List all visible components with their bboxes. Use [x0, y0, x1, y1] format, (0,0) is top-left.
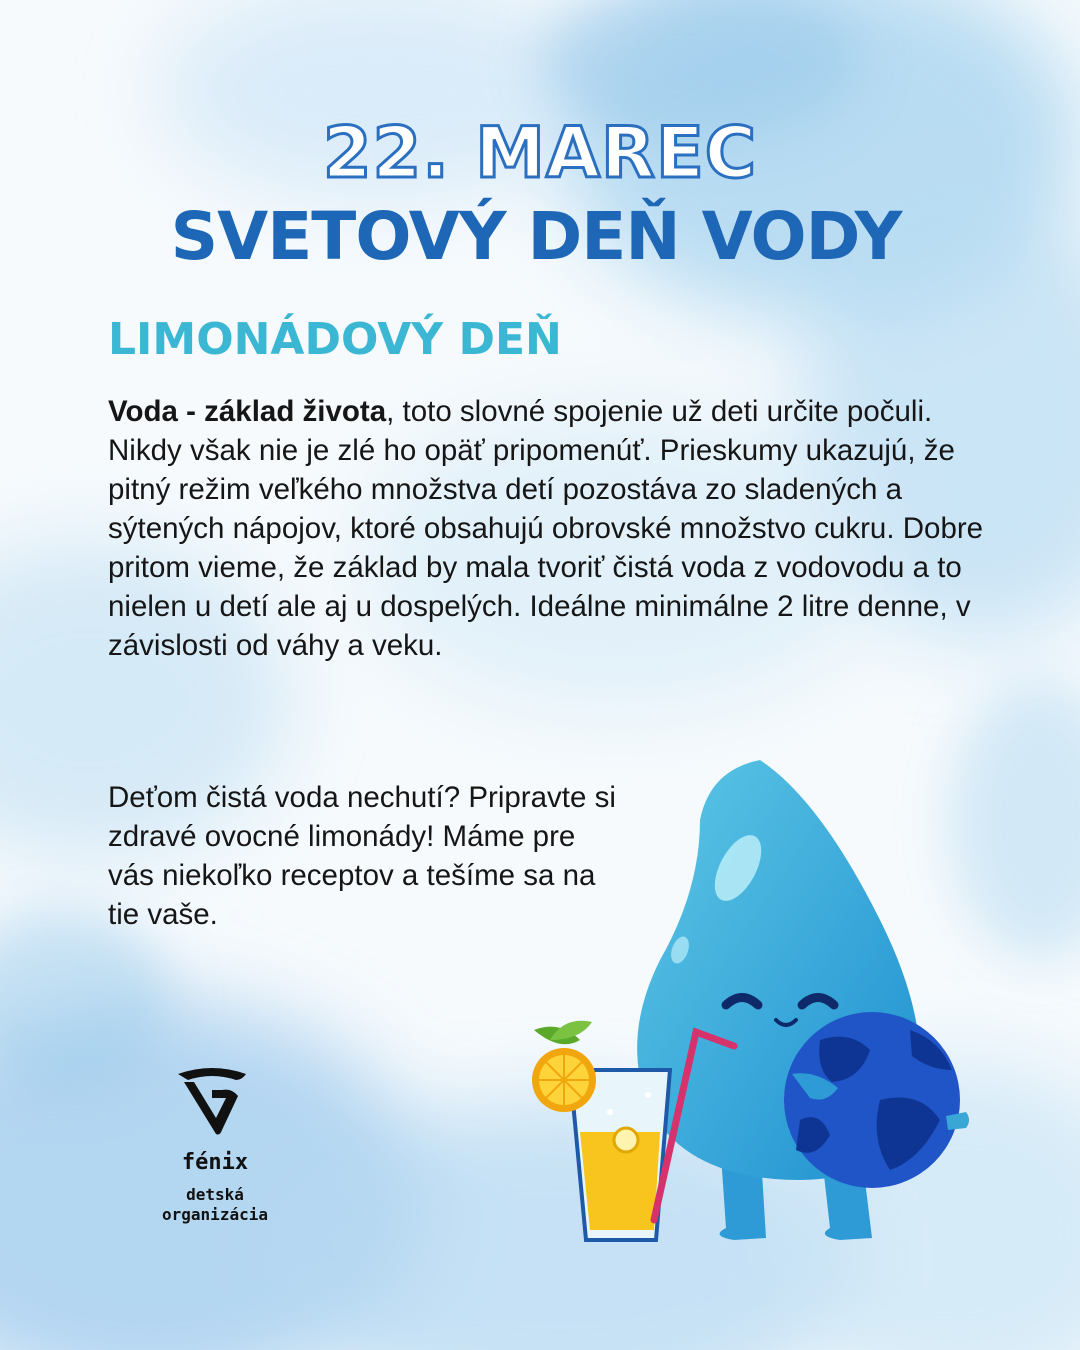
recipe-paragraph: Deťom čistá voda nechutí? Pripravte si zdravé ovocné limonády! Máme pre vás niekoľko receptov a tešíme sa na tie vaše.: [108, 781, 616, 931]
logo-tagline-line1: detská: [186, 1185, 244, 1204]
section-subtitle: LIMONÁDOVÝ DEŇ: [108, 314, 562, 365]
logo-name: fénix: [181, 1150, 249, 1175]
date-heading: 22. MAREC: [322, 112, 758, 194]
earth-globe-icon: [784, 1012, 969, 1188]
water-drop-mascot-icon: [520, 740, 990, 1260]
intro-text: , toto slovné spojenie už deti určite počuli. Nikdy však nie je zlé ho opäť pripomenúť. Prieskumy ukazujú, že pitný režim veľkého množstva detí pozostáva zo sladených a sýtených nápojov, ktoré obsahujú obrovské množstvo cukru. Dobre pritom vieme, že základ by mala tvoriť čistá voda z vodovodu a to nielen u detí ale aj u dospelých. Ideálne minimálne 2 litre denne, v závislosti od váhy a veku.: [108, 395, 984, 662]
fenix-logo-icon: [172, 1060, 252, 1140]
logo-tagline: [140, 1185, 290, 1225]
logo-tagline-line2: organizácia: [162, 1205, 268, 1224]
intro-bold-phrase: Voda - základ života: [108, 395, 387, 428]
fenix-logo: [140, 1060, 300, 1240]
intro-paragraph: [108, 392, 988, 665]
page-title: SVETOVÝ DEŇ VODY: [170, 198, 902, 275]
